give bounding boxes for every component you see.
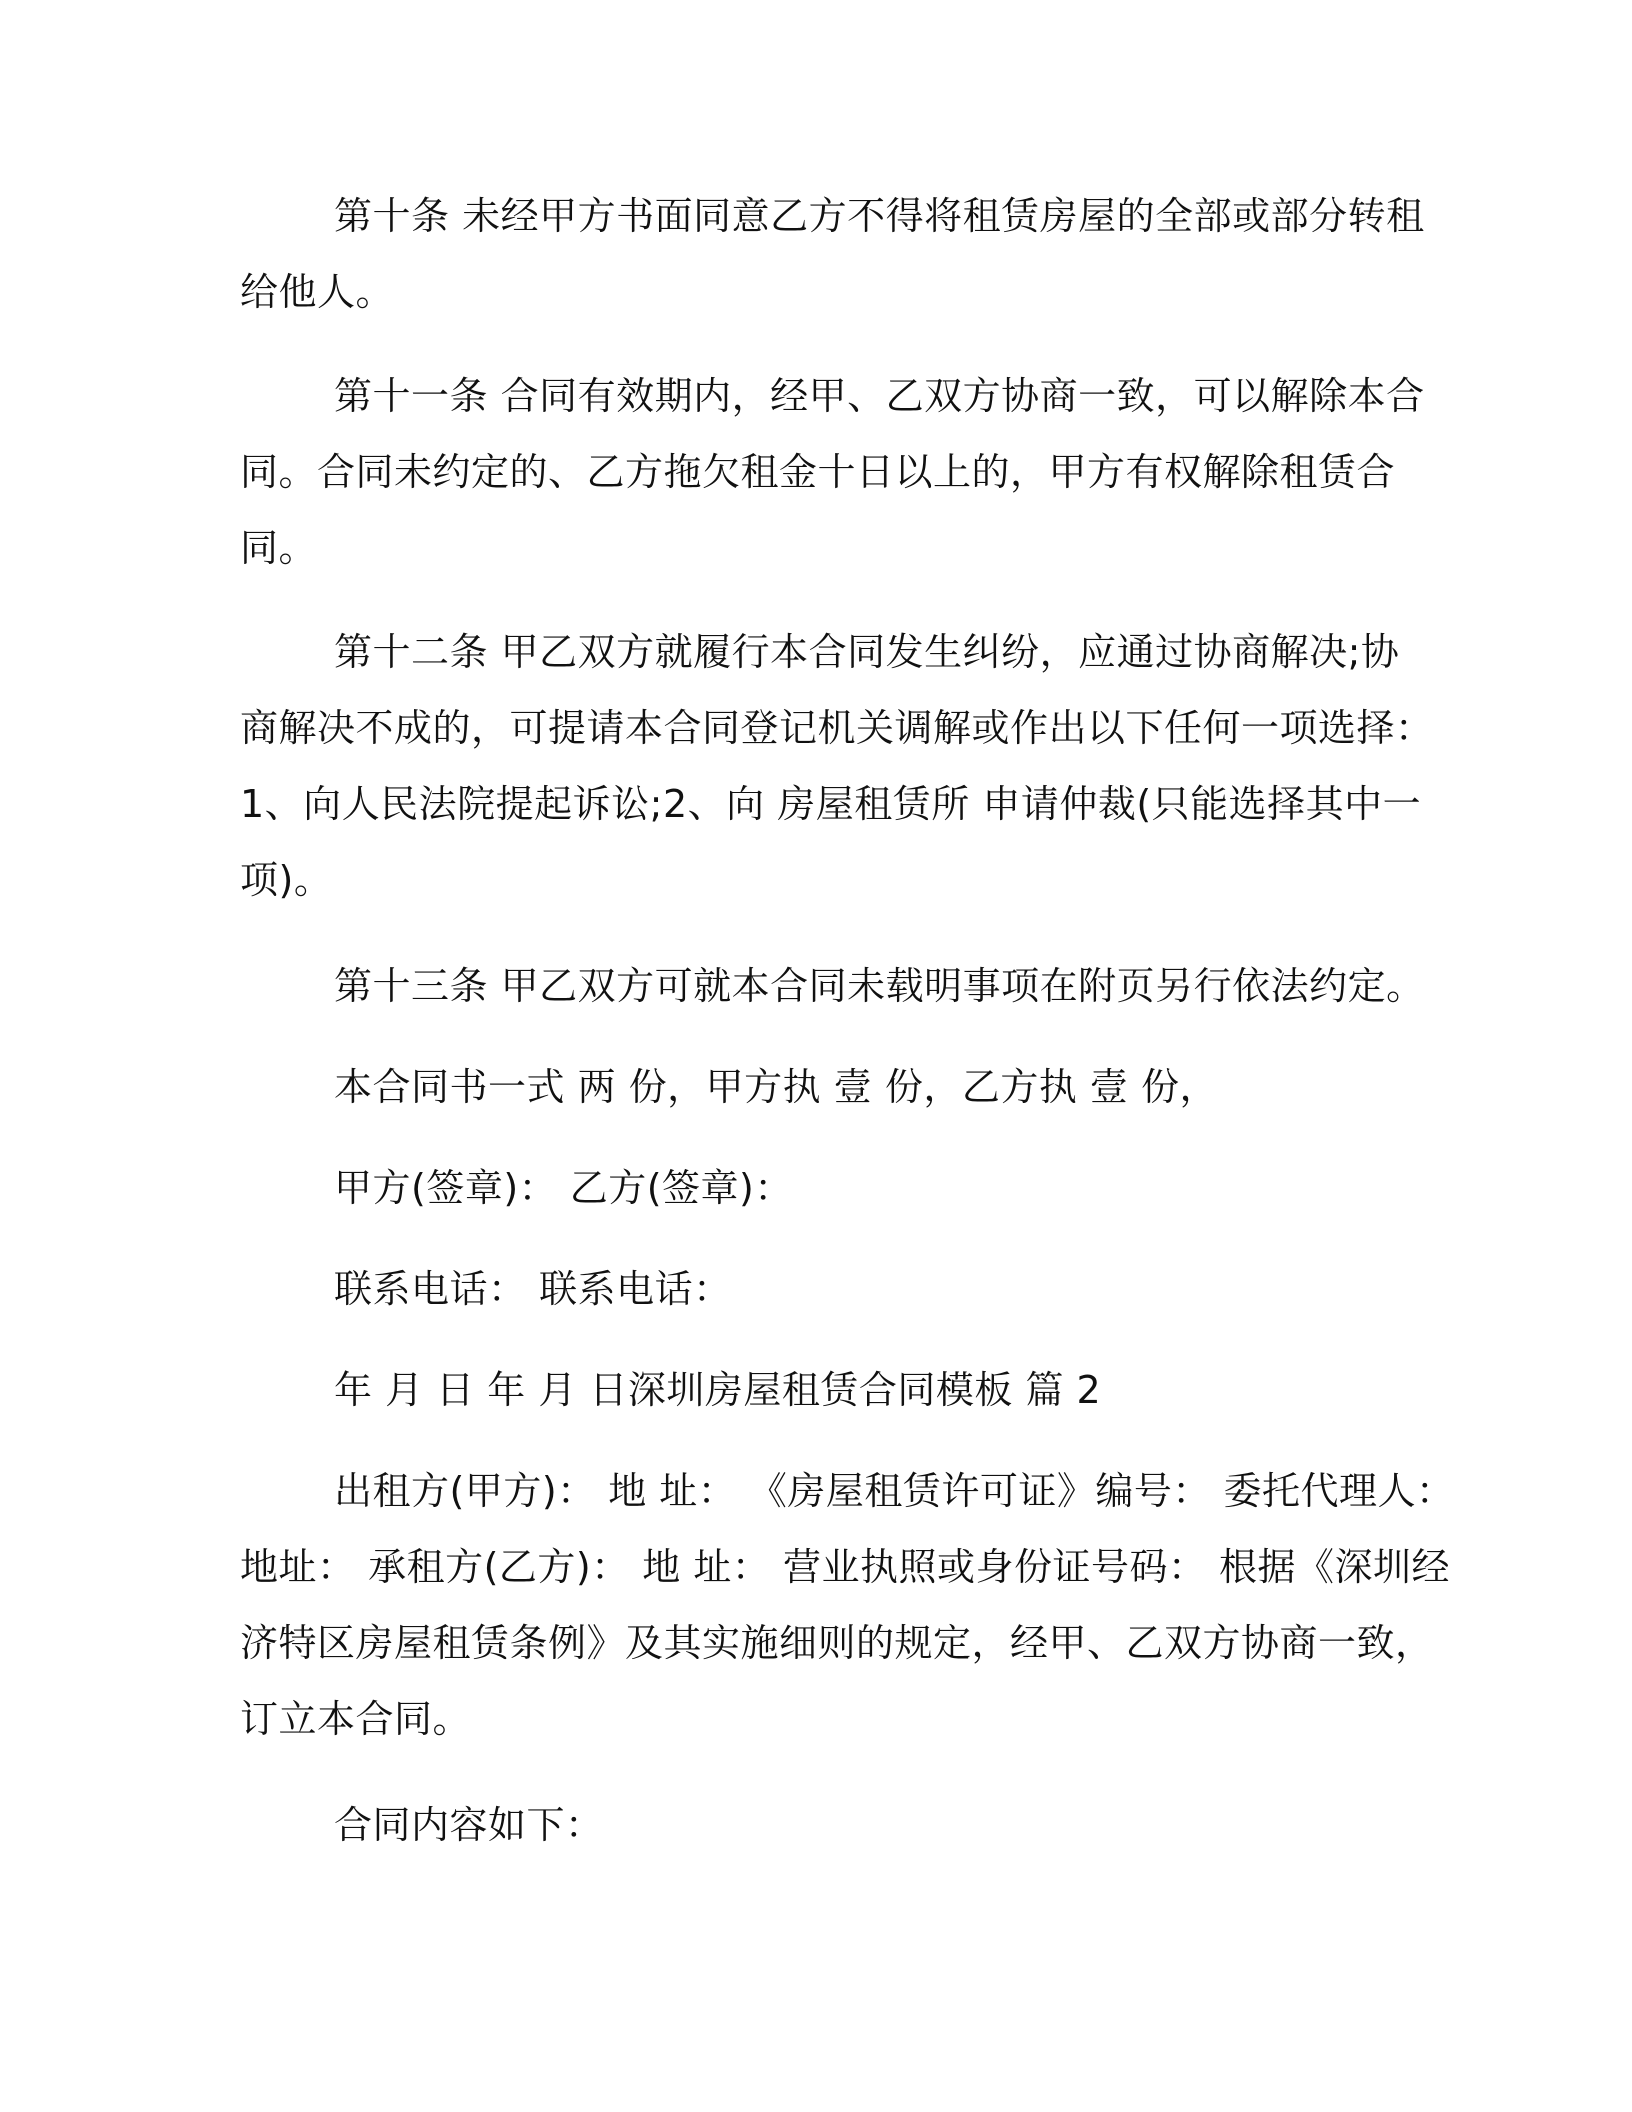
text-line: 订立本合同。 — [240, 1697, 472, 1741]
text-line: 1、向人民法院提起诉讼;2、向 房屋租赁所 申请仲裁(只能选择其中一 — [240, 782, 1422, 826]
article-11-paragraph — [240, 358, 1425, 586]
date-heading-paragraph — [240, 1352, 1390, 1428]
text-line: 商解决不成的，可提请本合同登记机关调解或作出以下任何一项选择： — [240, 706, 1434, 750]
text-line: 济特区房屋租赁条例》及其实施细则的规定，经甲、乙双方协商一致， — [240, 1621, 1434, 1665]
text-line: 出租方(甲方)： 地 址： 《房屋租赁许可证》编号： 委托代理人： — [334, 1469, 1455, 1513]
text-line: 第十三条 甲乙双方可就本合同未载明事项在附页另行依法约定。 — [334, 964, 1425, 1008]
contents-intro-paragraph — [240, 1787, 1390, 1863]
copies-paragraph — [240, 1049, 1390, 1125]
text-line: 联系电话： 联系电话： — [334, 1267, 732, 1311]
article-13-paragraph — [240, 948, 1425, 1024]
text-line: 甲方(签章)： 乙方(签章)： — [334, 1166, 793, 1210]
parties-paragraph — [240, 1453, 1455, 1757]
text-line: 本合同书一式 两 份，甲方执 壹 份，乙方执 壹 份， — [334, 1065, 1218, 1109]
text-line: 同。 — [240, 526, 318, 570]
text-line: 年 月 日 年 月 日深圳房屋租赁合同模板 篇 2 — [334, 1368, 1102, 1412]
text-line: 同。合同未约定的、乙方拖欠租金十日以上的，甲方有权解除租赁合 — [240, 450, 1396, 494]
text-line: 项)。 — [240, 858, 333, 902]
phones-paragraph — [240, 1251, 1390, 1327]
signatures-paragraph — [240, 1150, 1390, 1226]
article-12-paragraph — [240, 614, 1434, 918]
text-line: 合同内容如下： — [334, 1803, 604, 1847]
text-line: 第十条 未经甲方书面同意乙方不得将租赁房屋的全部或部分转租 — [334, 194, 1425, 238]
text-line: 地址： 承租方(乙方)： 地 址： 营业执照或身份证号码： 根据《深圳经 — [240, 1545, 1451, 1589]
text-line: 第十一条 合同有效期内，经甲、乙双方协商一致，可以解除本合 — [334, 374, 1425, 418]
text-line: 给他人。 — [240, 270, 395, 314]
text-line: 第十二条 甲乙双方就履行本合同发生纠纷，应通过协商解决;协 — [334, 630, 1400, 674]
article-10-paragraph — [240, 178, 1425, 330]
